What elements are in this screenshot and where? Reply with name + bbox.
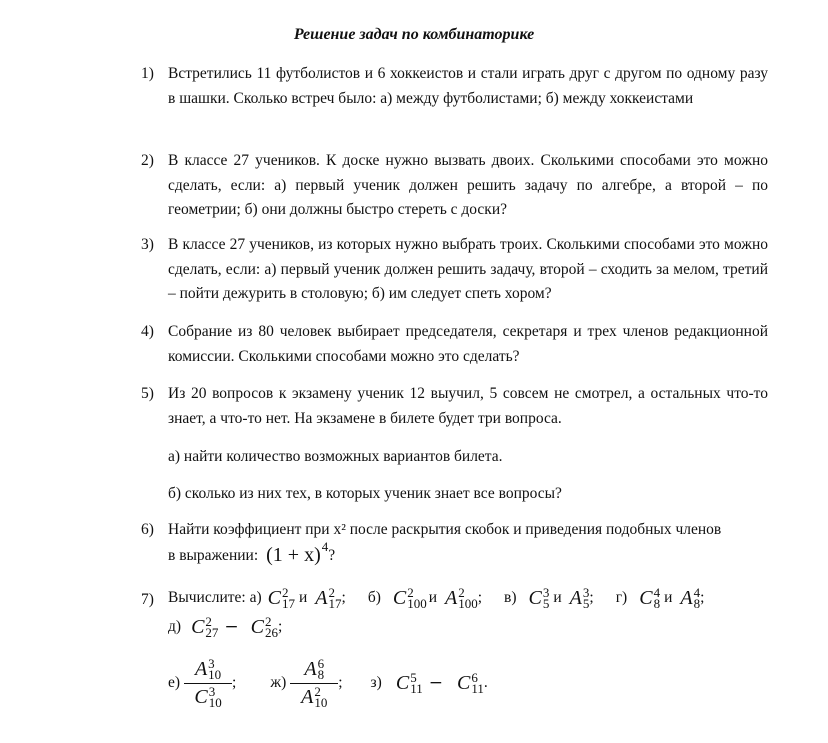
problem-number: 1) <box>141 65 154 82</box>
computation-lead: Вычислите: а) <box>168 589 262 606</box>
term-g1: C 4 8 <box>639 585 661 611</box>
expression-exponent: 4 <box>321 538 329 554</box>
computation-line-1: Вычислите: а) C 2 17 и A 2 17 ; б) C 2 100 и A 2 100 ; в) C 3 5 и A 3 5 ; г) C 4 8 и A 4 8 ; <box>168 585 705 611</box>
fraction-e: A 3 10 C 3 10 <box>184 658 232 709</box>
expression-lead: в выражении: <box>168 546 259 564</box>
subquestion-b: б) сколько из них тех, в которых ученик знает все вопросы? <box>168 485 562 502</box>
term-a1: C 2 17 <box>267 585 295 611</box>
page-title: Решение задач по комбинаторике <box>293 26 535 43</box>
problem-number: 5) <box>141 385 154 402</box>
term-v2: A 3 5 <box>569 585 590 611</box>
computation-line-2: д) C 2 27 − C 2 26 ; <box>168 614 283 640</box>
term-z2: C 6 11 <box>456 670 484 696</box>
problem-number: 3) <box>141 236 154 253</box>
expression-tail: ? <box>328 546 336 564</box>
problem-number: 7) <box>141 591 154 608</box>
expression: (1 + x) <box>266 544 321 566</box>
problem-number: 2) <box>141 152 154 169</box>
problem-number: 6) <box>141 521 154 538</box>
problem-text: В классе 27 учеников. К доске нужно вызвать двоих. Сколькими способами это можно сделать, если: а) первый ученик должен решить задачу по алгебре, а второй – по геометрии; б) они должны быстро стереть с доски? <box>168 152 768 218</box>
computation-line-3: е) A 3 10 C 3 10 ; ж) A 6 8 A 2 10 ; з) C 5 11 − C 6 11 . <box>168 656 488 710</box>
term-d1: C 2 27 <box>191 614 219 640</box>
problem-text: В классе 27 учеников, из которых нужно выбрать троих. Сколькими способами это можно сделать, если: а) первый ученик должен решить задачу, второй – сходить за мелом, третий – пойти дежурить в столовую; б) им следует спеть хором? <box>168 236 768 302</box>
term-a2: A 2 17 <box>315 585 342 611</box>
term-z1: C 5 11 <box>395 670 423 696</box>
expression-line <box>168 538 336 567</box>
term-g2: A 4 8 <box>680 585 701 611</box>
term-d2: C 2 26 <box>250 614 278 640</box>
problem-text: Встретились 11 футболистов и 6 хоккеистов и стали играть друг с другом по одному разу в шашки. Сколько встреч было: а) между футболистами; б) между хоккеистами <box>168 65 768 107</box>
term-b2: A 2 100 <box>445 585 478 611</box>
problem-text: Из 20 вопросов к экзамену ученик 12 выучил, 5 совсем не смотрел, а остальных что-то знает, а что-то нет. На экзамене в билете будет три вопроса. <box>168 385 768 427</box>
problem-text: Найти коэффициент при x² после раскрытия скобок и приведения подобных членов <box>168 521 722 538</box>
problem-number: 4) <box>141 323 154 340</box>
term-v1: C 3 5 <box>528 585 550 611</box>
fraction-zh: A 6 8 A 2 10 <box>290 658 338 709</box>
subquestion-a: а) найти количество возможных вариантов билета. <box>168 448 503 465</box>
term-b1: C 2 100 <box>392 585 427 611</box>
problem-text: Собрание из 80 человек выбирает председателя, секретаря и трех членов редакционной комиссии. Сколькими способами можно это сделать? <box>168 323 768 365</box>
